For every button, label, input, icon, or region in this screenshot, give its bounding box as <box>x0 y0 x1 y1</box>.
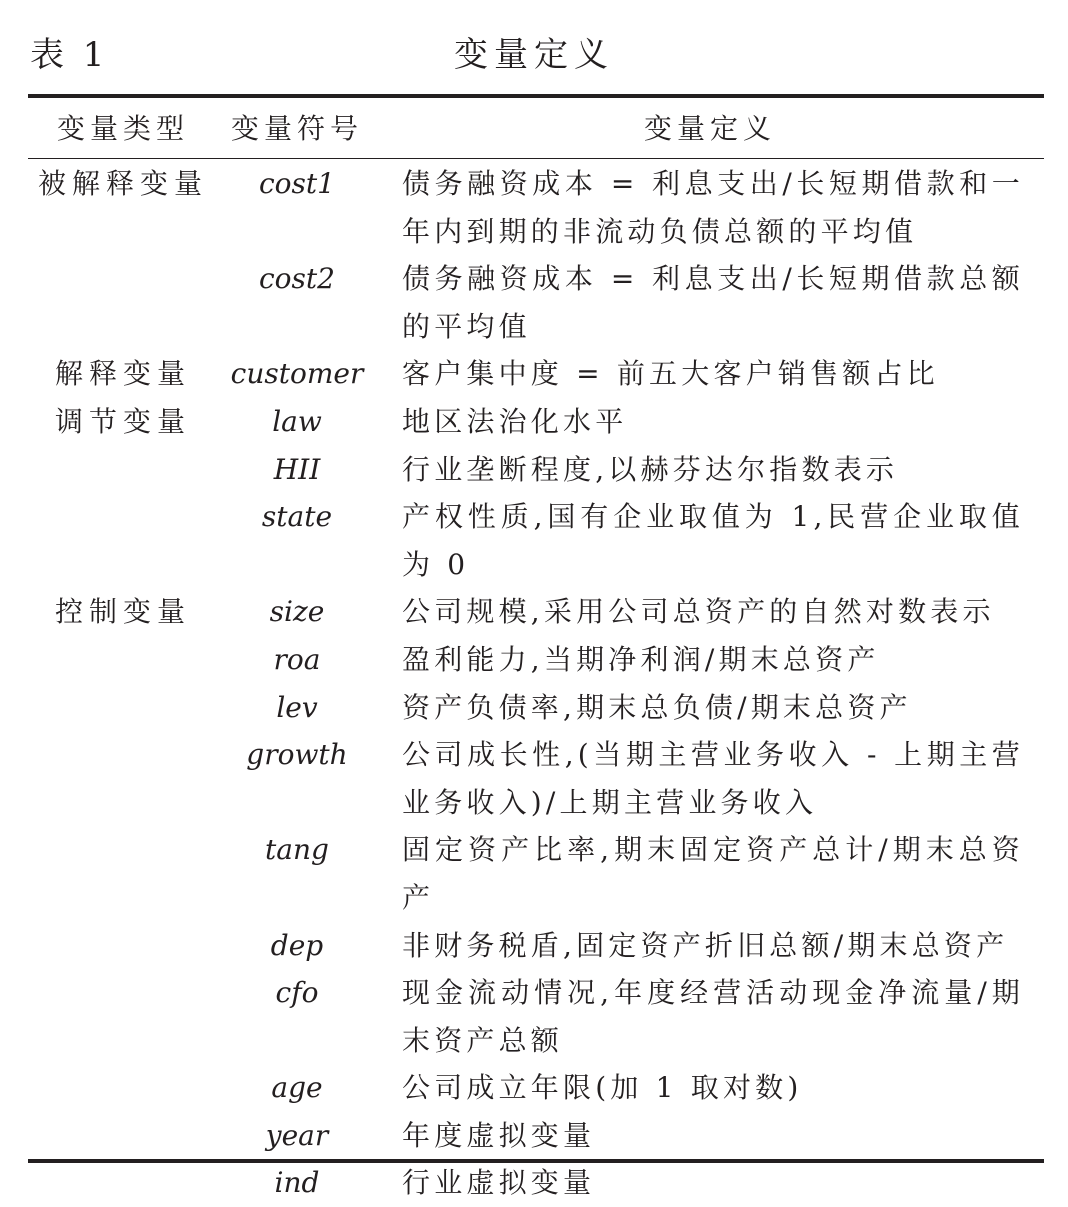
variable-definition: 年度虚拟变量 <box>402 1118 596 1152</box>
variable-definition: 固定资产比率,期末固定资产总计/期末总资产 <box>402 833 1024 914</box>
variable-symbol: size <box>269 595 325 629</box>
table-row <box>0 922 1068 970</box>
table-title: 变量定义 <box>454 35 614 75</box>
table-header <box>0 104 1068 154</box>
table-row <box>0 1064 1068 1112</box>
variable-symbol: ind <box>274 1166 320 1200</box>
variable-definition: 地区法治化水平 <box>402 404 628 438</box>
variable-definition: 盈利能力,当期净利润/期末总资产 <box>402 642 880 676</box>
variable-symbol: tang <box>265 833 329 867</box>
variable-definition: 客户集中度 = 前五大客户销售额占比 <box>402 357 939 391</box>
variable-symbol: cfo <box>275 976 319 1010</box>
variable-type: 调节变量 <box>54 404 191 438</box>
variable-definition: 公司成立年限(加 1 取对数) <box>402 1071 803 1105</box>
table-row <box>0 731 1068 826</box>
table-row <box>0 398 1068 446</box>
table-label: 表 1 <box>30 35 109 75</box>
variable-definition: 资产负债率,期末总负债/期末总资产 <box>402 690 912 724</box>
header-variable-definition: 变量定义 <box>643 112 776 145</box>
table-row <box>0 969 1068 1064</box>
table-row <box>0 588 1068 636</box>
variable-type: 解释变量 <box>54 357 191 391</box>
table-row <box>0 255 1068 350</box>
table-row <box>0 160 1068 255</box>
variable-symbol: roa <box>273 642 321 676</box>
variable-definition: 非财务税盾,固定资产折旧总额/期末总资产 <box>402 928 1009 962</box>
variable-symbol: growth <box>246 738 348 772</box>
table-row <box>0 493 1068 588</box>
table-row <box>0 826 1068 921</box>
variable-symbol: age <box>271 1071 323 1105</box>
header-rule <box>28 158 1044 159</box>
table-row <box>0 350 1068 398</box>
table-row <box>0 1159 1068 1207</box>
variable-definition: 产权性质,国有企业取值为 1,民营企业取值为 0 <box>402 500 1024 581</box>
variable-definition: 行业虚拟变量 <box>402 1166 596 1200</box>
table-row <box>0 1112 1068 1160</box>
table-body <box>0 160 1068 1207</box>
variable-symbol: lev <box>276 690 318 724</box>
header-variable-symbol: 变量符号 <box>230 112 363 145</box>
bottom-rule <box>28 1159 1044 1163</box>
variable-symbol: HII <box>273 452 321 486</box>
variable-symbol: state <box>261 500 333 534</box>
variable-symbol: customer <box>230 357 364 391</box>
table-caption <box>0 30 1068 80</box>
variable-type: 被解释变量 <box>37 167 208 200</box>
table-row <box>0 684 1068 732</box>
variable-symbol: law <box>272 404 322 438</box>
variable-definition: 现金流动情况,年度经营活动现金净流量/期末资产总额 <box>402 976 1024 1057</box>
table-row <box>0 636 1068 684</box>
variable-type: 控制变量 <box>54 595 191 629</box>
variable-symbol: cost1 <box>259 167 335 200</box>
variable-definition: 公司成长性,(当期主营业务收入 - 上期主营业务收入)/上期主营业务收入 <box>402 738 1024 819</box>
variable-symbol: year <box>265 1118 329 1152</box>
variable-definition: 债务融资成本 = 利息支出/长短期借款和一年内到期的非流动负债总额的平均值 <box>402 167 1024 248</box>
header-variable-type: 变量类型 <box>56 112 189 145</box>
table-row <box>0 446 1068 494</box>
variable-symbol: cost2 <box>259 262 335 296</box>
variable-definition: 债务融资成本 = 利息支出/长短期借款总额的平均值 <box>402 262 1024 343</box>
variable-definition: 公司规模,采用公司总资产的自然对数表示 <box>402 595 995 629</box>
variable-symbol: dep <box>270 928 324 962</box>
variable-definition: 行业垄断程度,以赫芬达尔指数表示 <box>402 452 899 486</box>
top-rule <box>28 94 1044 98</box>
